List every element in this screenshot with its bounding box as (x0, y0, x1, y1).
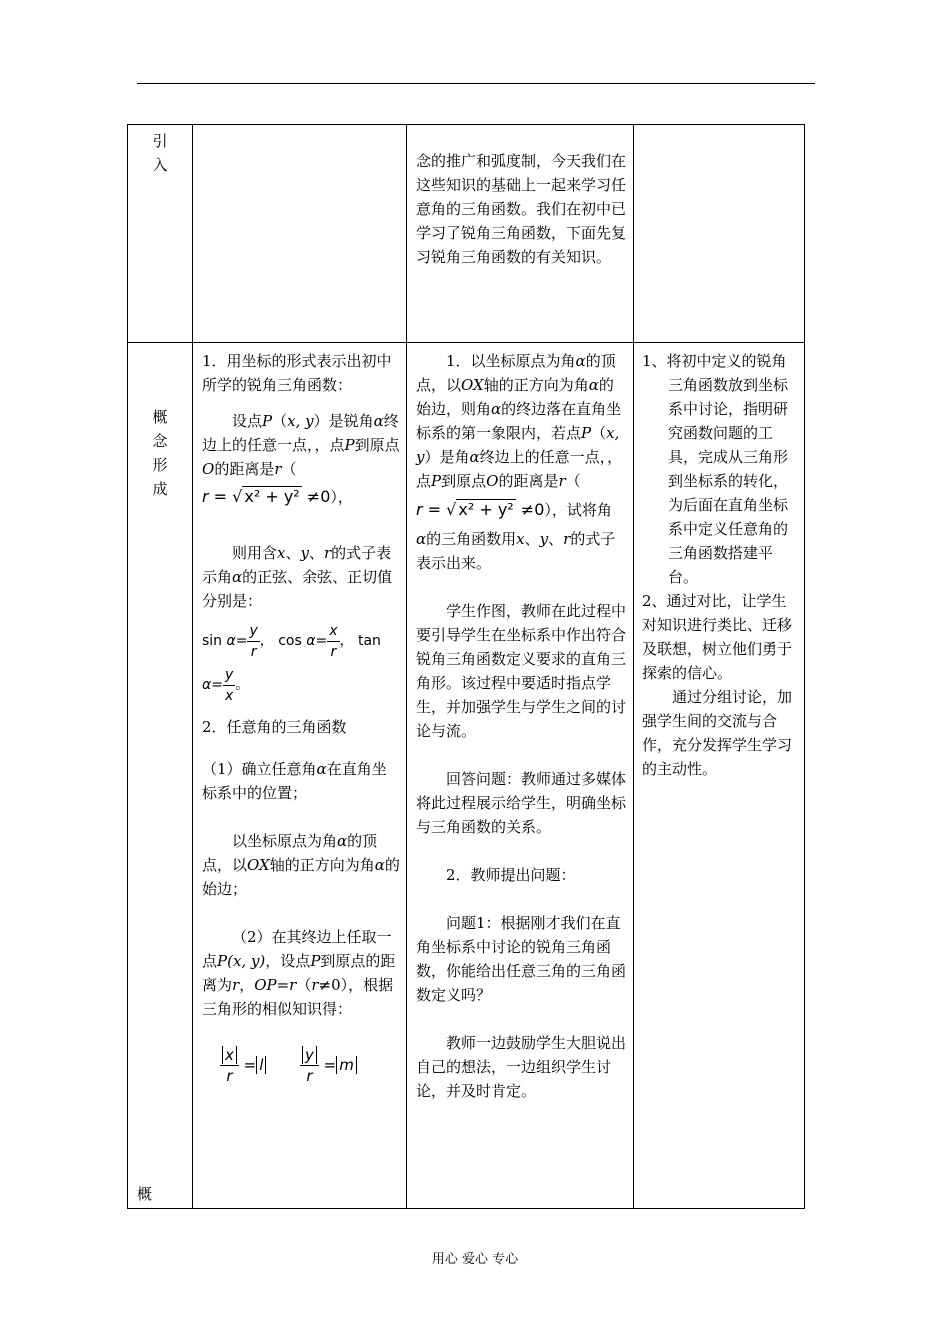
fraction-x-over-r: $\frac{x}{r}$ (329, 622, 338, 660)
activity-p2: α的三角函数用x、y、r的式子表示出来。 (416, 530, 616, 572)
content-cell-concept (193, 343, 407, 1209)
activity-p7: 教师一边鼓励学生大胆说出自己的想法，一边组织学生讨论，并及时肯定。 (416, 1034, 627, 1100)
fraction-abs-y-over-r: $\frac{y}{r}$ (300, 1045, 319, 1086)
stage-label-char: 入 (152, 156, 168, 174)
content-p1: 1．用坐标的形式表示出初中所学的锐角三角函数： (202, 352, 392, 394)
activity-p1: 1．以坐标原点为角α的顶点，以OX轴的正方向为角α的始边，则角α的终边落在直角坐标系的第一象限内，若点P（x, y）是角α终边上的任意一点，，点P到原点O的距离是r（ (416, 352, 623, 490)
stage-label-char: 成 (152, 480, 168, 498)
activity-p3: 学生作图，教师在此过程中要引导学生在坐标系中作出符合锐角三角函数定义要求的直角三角形。该过程中要适时指点学生，并加强学生与学生之间的讨论与流。 (416, 602, 627, 740)
activity-formula-r: r = √ x² + y² ≠0），试将角 (416, 500, 612, 519)
fraction-abs-x-over-r: $\frac{x}{r}$ (220, 1045, 239, 1086)
activity-p5: 2．教师提出问题： (446, 866, 576, 884)
formula-r: r = √ x² + y² ≠0）， (202, 487, 353, 506)
stage-label-char: 概 (152, 408, 168, 426)
tan-definition: α= $\frac{y}{x}$ 。 (202, 666, 250, 704)
intro-text: 念的推广和弧度制，今天我们在这些知识的基础上一起来学习任意角的三角函数。我们在初中已学习了锐角三角函数，下面先复习锐角三角函数的有关知识。 (416, 152, 627, 266)
lesson-plan-table (127, 124, 805, 1209)
activity-cell-concept (407, 343, 634, 1209)
trig-definitions: sin α= $\frac{y}{r}$ ， cos α= $\frac{x}{r}$ ， tan (202, 622, 381, 660)
intent-p1: 1、将初中定义的锐角三角函数放到坐标系中讨论，指明研究函数问题的工具，完成从三角形到坐标系的转化，为后面在直角坐标系中定义任意角的三角函数搭建平台。 (642, 352, 789, 586)
fraction-y-over-x: $\frac{y}{x}$ (224, 666, 234, 704)
intent-cell-intro (634, 125, 805, 343)
content-cell-intro (193, 125, 407, 343)
content-p5: 2．任意角的三角函数 (202, 718, 347, 736)
content-p6: （1）确立任意角α在直角坐标系中的位置； (202, 760, 387, 802)
content-p8: （2）在其终边上任取一点P(x, y)，设点P到原点的距离为r，OP=r（r≠0），根据三角形的相似知识得： (202, 928, 396, 1018)
content-p7: 以坐标原点为角α的顶点，以OX轴的正方向为角α的始边； (202, 832, 400, 898)
stage-continuation-label: 概 (137, 1185, 153, 1203)
activity-p4: 回答问题：教师通过多媒体将此过程展示给学生，明确坐标与三角函数的关系。 (416, 770, 627, 836)
activity-p6: 问题1：根据刚才我们在直角坐标系中讨论的锐角三角函数，你能给出任意三角的三角函数定义吗？ (416, 914, 627, 1004)
page-footer: 用心 爱心 专心 (431, 1252, 519, 1267)
intent-p3: 通过分组讨论，加强学生间的交流与合作，充分发挥学生学习的主动性。 (642, 688, 793, 778)
table-row-intro (128, 125, 805, 343)
stage-cell-concept (128, 343, 193, 1209)
stage-cell-intro (128, 125, 193, 343)
stage-label-char: 形 (152, 456, 168, 474)
intent-p2: 2、通过对比，让学生对知识进行类比、迁移及联想，树立他们勇于探索的信心。 (642, 592, 793, 682)
stage-label-char: 引 (152, 132, 168, 150)
content-p2: 设点P（x, y）是锐角α终边上的任意一点，，点P到原点O的距离是r（ (202, 412, 400, 478)
content-p3: 则用含x、y、r的式子表示角α的正弦、余弦、正切值分别是： (202, 544, 393, 610)
similarity-ratios: $\frac{x}{r}$ = l $\frac{y}{r}$ = m (202, 1043, 400, 1087)
table-row-concept (128, 343, 805, 1209)
fraction-y-over-r: $\frac{y}{r}$ (249, 622, 258, 660)
stage-label-char: 念 (152, 432, 168, 450)
activity-cell-intro (407, 125, 634, 343)
intent-cell-concept (634, 343, 805, 1209)
header-rule (137, 83, 815, 84)
